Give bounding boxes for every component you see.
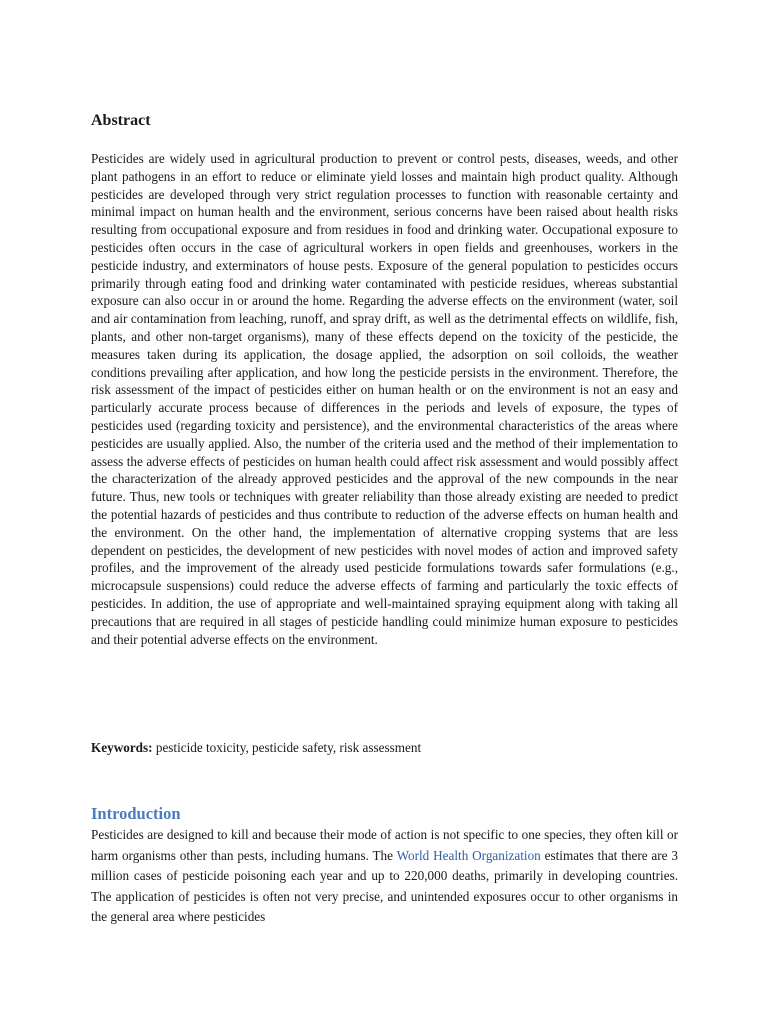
who-link[interactable]: World Health Organization [396, 847, 541, 863]
introduction-paragraph [91, 825, 678, 928]
introduction-heading: Introduction [91, 804, 181, 823]
keywords-value: pesticide toxicity, pesticide safety, risk assessment [152, 740, 422, 755]
abstract-heading: Abstract [91, 112, 151, 129]
keywords-label: Keywords: [91, 740, 153, 755]
abstract-paragraph: Pesticides are widely used in agricultural production to prevent or control pests, diseases, weeds, and other plant pathogens in an effort to reduce or eliminate yield losses and maintain high product quality. Although pesticides are developed through very strict regulation processes to function with reasonable certainty and minimal impact on human health and the environment, serious concerns have been raised about health risks resulting from occupational exposure and from residues in food and drinking water. Occupational exposure to pesticides often occurs in the case of agricultural workers in open fields and greenhouses, workers in the pesticide industry, and exterminators of house pests. Exposure of the general population to pesticides occurs primarily through eating food and drinking water contaminated with pesticide residues, whereas substantial exposure can also occur in or around the home. Regarding the adverse effects on the environment (water, soil and air contamination from leaching, runoff, and spray drift, as well as the detrimental effects on wildlife, fish, plants, and other non-target organisms), many of these effects depend on the toxicity of the pesticide, the measures taken during its application, the dosage applied, the adsorption on soil colloids, the weather conditions prevailing after application, and how long the pesticide persists in the environment. Therefore, the risk assessment of the impact of pesticides either on human health or on the environment is not an easy and particularly accurate process because of differences in the periods and levels of exposure, the types of pesticides used (regarding toxicity and persistence), and the environmental characteristics of the areas where pesticides are usually applied. Also, the number of the criteria used and the method of their implementation to assess the adverse effects of pesticides on human health could affect risk assessment and would possibly affect the characterization of the already approved pesticides and the approval of the new compounds in the near future. Thus, new tools or techniques with greater reliability than those already existing are needed to predict the potential hazards of pesticides and thus contribute to reduction of the adverse effects on human health and the environment. On the other hand, the implementation of alternative cropping systems that are less dependent on pesticides, the development of new pesticides with novel modes of action and improved safety profiles, and the improvement of the already used pesticide formulations towards safer formulations (e.g., microcapsule suspensions) could reduce the adverse effects of farming and particularly the toxic effects of pesticides. In addition, the use of appropriate and well-maintained spraying equipment along with taking all precautions that are required in all stages of pesticide handling could minimize human exposure to pesticides and their potential adverse effects on the environment. [91, 151, 678, 647]
intro-text-after-link: estimates that there are 3 million cases of pesticide poisoning each year and up to 220,000 deaths, primarily in developing countries. The application of pesticides is often not very precise, and unintended exposures occur to other organisms in the general area where pesticides [91, 847, 678, 924]
keywords-line [91, 739, 678, 757]
intro-text-before-link: Pesticides are designed to kill and because their mode of action is not specific to one species, they often kill or harm organisms other than pests, including humans. The [91, 827, 678, 863]
